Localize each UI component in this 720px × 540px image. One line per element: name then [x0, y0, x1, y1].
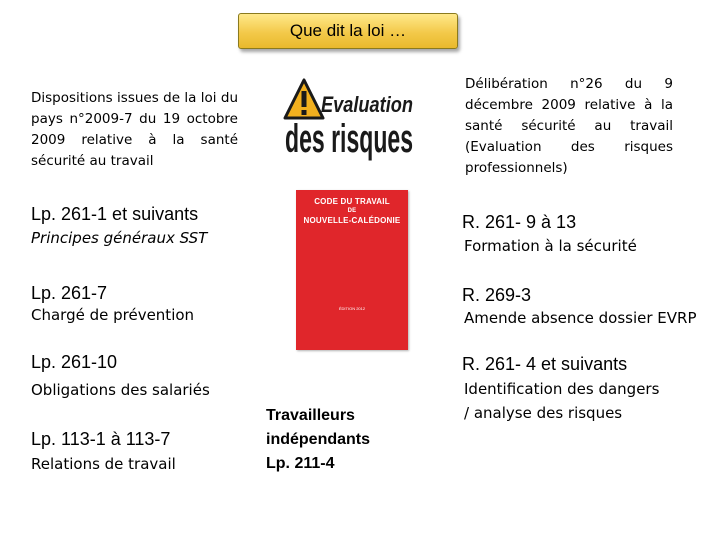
warning-triangle-icon	[285, 80, 323, 118]
book-title-line3: NOUVELLE-CALÉDONIE	[303, 216, 401, 225]
left-item-desc: Chargé de prévention	[31, 306, 195, 324]
right-item-code: R. 269-3	[462, 285, 532, 305]
right-item-desc-line1: Identification des dangers	[464, 380, 660, 398]
code-du-travail-book-cover	[296, 190, 408, 350]
right-item-desc: Amende absence dossier EVRP	[464, 309, 697, 327]
left-item-code: Lp. 261-10	[31, 352, 118, 372]
center-note-line1: Travailleurs	[266, 407, 355, 424]
left-item-code: Lp. 261-7	[31, 283, 108, 303]
book-edition: ÉDITION 2012	[338, 306, 366, 311]
left-item-desc: Relations de travail	[31, 455, 176, 473]
right-item-desc-line2: / analyse des risques	[464, 404, 623, 422]
right-intro-text: Délibération n°26 du 9 décembre 2009 relative à la santé sécurité au travail (Evaluation des risques professionnels)	[465, 76, 673, 176]
right-item-code: R. 261- 4 et suivants	[462, 354, 628, 374]
left-item-code: Lp. 113-1 à 113-7	[31, 429, 171, 449]
right-item-desc: Formation à la sécurité	[464, 237, 637, 255]
page-title: Que dit la loi …	[238, 13, 458, 49]
left-item-desc: Obligations des salariés	[31, 381, 210, 399]
right-item-code: R. 261- 9 à 13	[462, 212, 577, 232]
left-item-desc: Principes généraux SST	[31, 229, 208, 247]
book-title-line2: DE	[347, 208, 357, 214]
evaluation-risques-logo	[283, 78, 415, 161]
logo-line1: Evaluation	[321, 92, 413, 117]
left-intro-text: Dispositions issues de la loi du pays n°2009-7 du 19 octobre 2009 relative à la santé sécurité au travail	[31, 90, 238, 169]
center-note-line3: Lp. 211-4	[266, 455, 335, 472]
center-note-line2: indépendants	[266, 431, 371, 448]
left-item-code: Lp. 261-1 et suivants	[31, 204, 199, 224]
logo-line2: des risques	[285, 117, 413, 161]
book-title-line1: CODE DU TRAVAIL	[314, 197, 390, 206]
